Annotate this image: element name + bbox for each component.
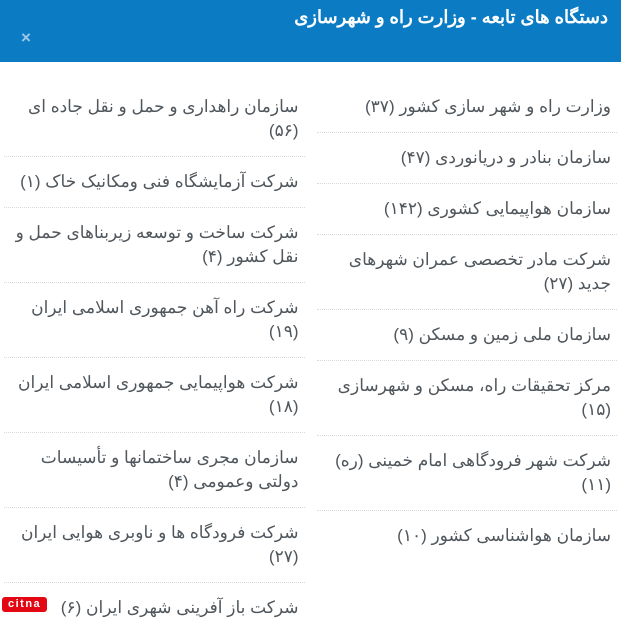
list-item[interactable]: شرکت ساخت و توسعه زیربناهای حمل و نقل کشور (۴) [4, 207, 305, 282]
list-item[interactable]: شرکت هواپیمایی جمهوری اسلامی ایران (۱۸) [4, 357, 305, 432]
list-item[interactable]: شرکت باز آفرینی شهری ایران (۶) [4, 582, 305, 633]
list-item[interactable]: مرکز تحقیقات راه، مسکن و شهرسازی (۱۵) [317, 360, 618, 435]
modal-content [0, 62, 621, 633]
list-item[interactable]: سازمان بنادر و دریانوردی (۴۷) [317, 132, 618, 183]
modal-title: دستگاه های تابعه - وزارت راه و شهرسازی [294, 7, 608, 27]
close-icon[interactable]: × [21, 28, 31, 47]
list-item[interactable]: سازمان هواپیمایی کشوری (۱۴۲) [317, 183, 618, 234]
list-item[interactable]: سازمان راهداری و حمل و نقل جاده ای (۵۶) [27, 97, 299, 140]
citna-logo: citna [2, 597, 47, 612]
modal-header [0, 0, 621, 62]
list-item[interactable]: شرکت راه آهن جمهوری اسلامی ایران (۱۹) [4, 282, 305, 357]
list-item[interactable]: سازمان ملی زمین و مسکن (۹) [317, 309, 618, 360]
list-item[interactable]: شرکت آزمایشگاه فنی ومکانیک خاک (۱) [4, 156, 305, 207]
list-item[interactable]: شرکت مادر تخصصی عمران شهرهای جدید (۲۷) [317, 234, 618, 309]
list-item[interactable]: شرکت شهر فرودگاهی امام خمینی (ره) (۱۱) [317, 435, 618, 510]
list-item[interactable]: شرکت فرودگاه ها و ناوبری هوایی ایران (۲۷) [4, 507, 305, 582]
column-left [4, 82, 305, 633]
list-item[interactable]: سازمان هواشناسی کشور (۱۰) [317, 510, 618, 561]
list-item[interactable]: وزارت راه و شهر سازی کشور (۳۷) [365, 97, 611, 116]
column-right [317, 82, 618, 561]
list-item[interactable]: سازمان مجری ساختمانها و تأسیسات دولتی وعمومی (۴) [4, 432, 305, 507]
